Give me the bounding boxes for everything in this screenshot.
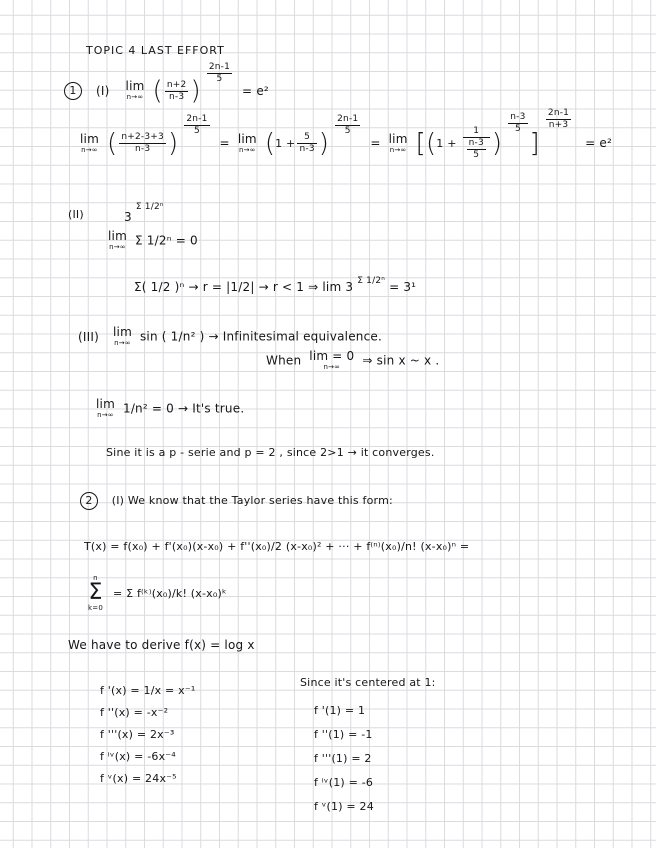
exponent-fraction: $\frac{n-3}{5}$ — [510, 112, 526, 134]
fraction: $\frac{n+2}{n-3}$ — [166, 79, 187, 102]
exponent-fraction: $\frac{2n-1}{5}$ — [186, 114, 208, 136]
problem-number-circle: 2 — [80, 492, 98, 510]
power-expression — [124, 198, 164, 224]
base: 3 — [124, 210, 132, 224]
equals-sign: = — [370, 136, 381, 150]
problem1-part1-derivation: lim n→∞ ( $\frac{n+2-3+3}{n-3}$ ) $\frac{2n-1}{5}$ = lim n→∞ (1 + $\frac{5}{n-3}$ ) $\frac{2n-1}{5}$ = lim n→∞ [(1 + $\frac{1}{\frac{n-3}{5}}$ ) $\frac{n-3}{5}$ ] $\frac{2n-1}{n+3}$ = e² — [80, 108, 613, 160]
value-4: f ⁱᵛ(1) = -6 — [314, 776, 374, 789]
fraction: $\frac{n+2-3+3}{n-3}$ — [121, 132, 164, 154]
derivative-4: f ⁱᵛ(x) = -6x⁻⁴ — [100, 750, 176, 763]
sum-limit-line: lim n→∞ Σ 1/2ⁿ = 0 — [108, 229, 198, 251]
geometric-series-line: Σ( 1/2 )ⁿ → r = |1/2| → r < 1 ⇒ lim 3 $^{\Sigma 1/2^n}$ = 3¹ — [134, 276, 417, 294]
exponent-fraction: $\frac{2n-1}{5}$ — [337, 114, 359, 136]
derivative-2: f ''(x) = -x⁻² — [100, 706, 169, 719]
one-plus: 1 + — [275, 137, 296, 150]
exponent-fraction: $\frac{2n-1}{n+3}$ — [547, 108, 570, 130]
derivative-3: f '''(x) = 2x⁻³ — [100, 728, 175, 741]
exponent-fraction: $\frac{2n-1}{5}$ — [208, 62, 231, 84]
problem-number-circle: 1 — [64, 82, 82, 100]
problem1-part3-line2: When lim = 0 n→∞ ⇒ sin x ~ x . — [266, 349, 440, 371]
limit-symbol: lim n→∞ — [125, 79, 145, 101]
fraction: $\frac{5}{n-3}$ — [299, 132, 315, 154]
nested-fraction: $\frac{1}{\frac{n-3}{5}}$ — [463, 126, 490, 161]
result: = e² — [585, 136, 613, 150]
limit-symbol: lim = 0 n→∞ — [309, 349, 355, 371]
taylor-series-line: T(x) = f(x₀) + f'(x₀)(x-x₀) + f''(x₀)/2 (x-x₀)² + ··· + f⁽ⁿ⁾(x₀)/n! (x-x₀)ⁿ = — [84, 540, 470, 553]
taylor-sum-line: n Σ k=0 = Σ f⁽ᵏ⁾(x₀)/k! (x-x₀)ᵏ — [88, 574, 227, 612]
limit-symbol: lim n→∞ — [237, 131, 257, 154]
problem1-part3-line3: lim n→∞ 1/n² = 0 → It's true. — [96, 397, 245, 419]
exponent: Σ 1/2ⁿ — [135, 202, 164, 212]
problem2-intro: 2 (I) We know that the Taylor series have this form: — [80, 492, 393, 510]
limit-symbol: lim n→∞ — [113, 325, 132, 347]
value-3: f '''(1) = 2 — [314, 752, 372, 765]
sigma-symbol: n Σ k=0 — [88, 574, 103, 612]
centered-note: Since it's centered at 1: — [300, 676, 436, 689]
problem1-part1-statement: 1 (I) lim n→∞ ( $\frac{n+2}{n-3}$ ) $\frac{2n-1}{5}$ = e² — [64, 76, 269, 106]
part-label: (II) — [68, 208, 84, 221]
part-label: (III) — [78, 329, 99, 344]
derivative-5: f ᵛ(x) = 24x⁻⁵ — [100, 772, 177, 785]
problem1-part3-line4: Sine it is a p - serie and p = 2 , since 2>1 → it converges. — [106, 446, 435, 459]
limit-symbol: lim n→∞ — [80, 131, 99, 154]
page-title: TOPIC 4 LAST EFFORT — [86, 44, 225, 57]
value-5: f ᵛ(1) = 24 — [314, 800, 374, 813]
limit-symbol: lim n→∞ — [96, 397, 115, 419]
derivative-1: f '(x) = 1/x = x⁻¹ — [100, 684, 196, 697]
problem1-part3-line1: (III) lim n→∞ sin ( 1/n² ) → Infinitesimal equivalence. — [78, 325, 382, 347]
derive-line: We have to derive f(x) = log x — [68, 638, 255, 652]
equals-sign: = — [219, 136, 230, 150]
value-1: f '(1) = 1 — [314, 704, 366, 717]
value-2: f ''(1) = -1 — [314, 728, 373, 741]
limit-symbol: lim n→∞ — [388, 131, 408, 154]
part-label: (I) — [96, 83, 110, 98]
limit-symbol: lim n→∞ — [108, 229, 127, 251]
result: = e² — [242, 83, 269, 98]
